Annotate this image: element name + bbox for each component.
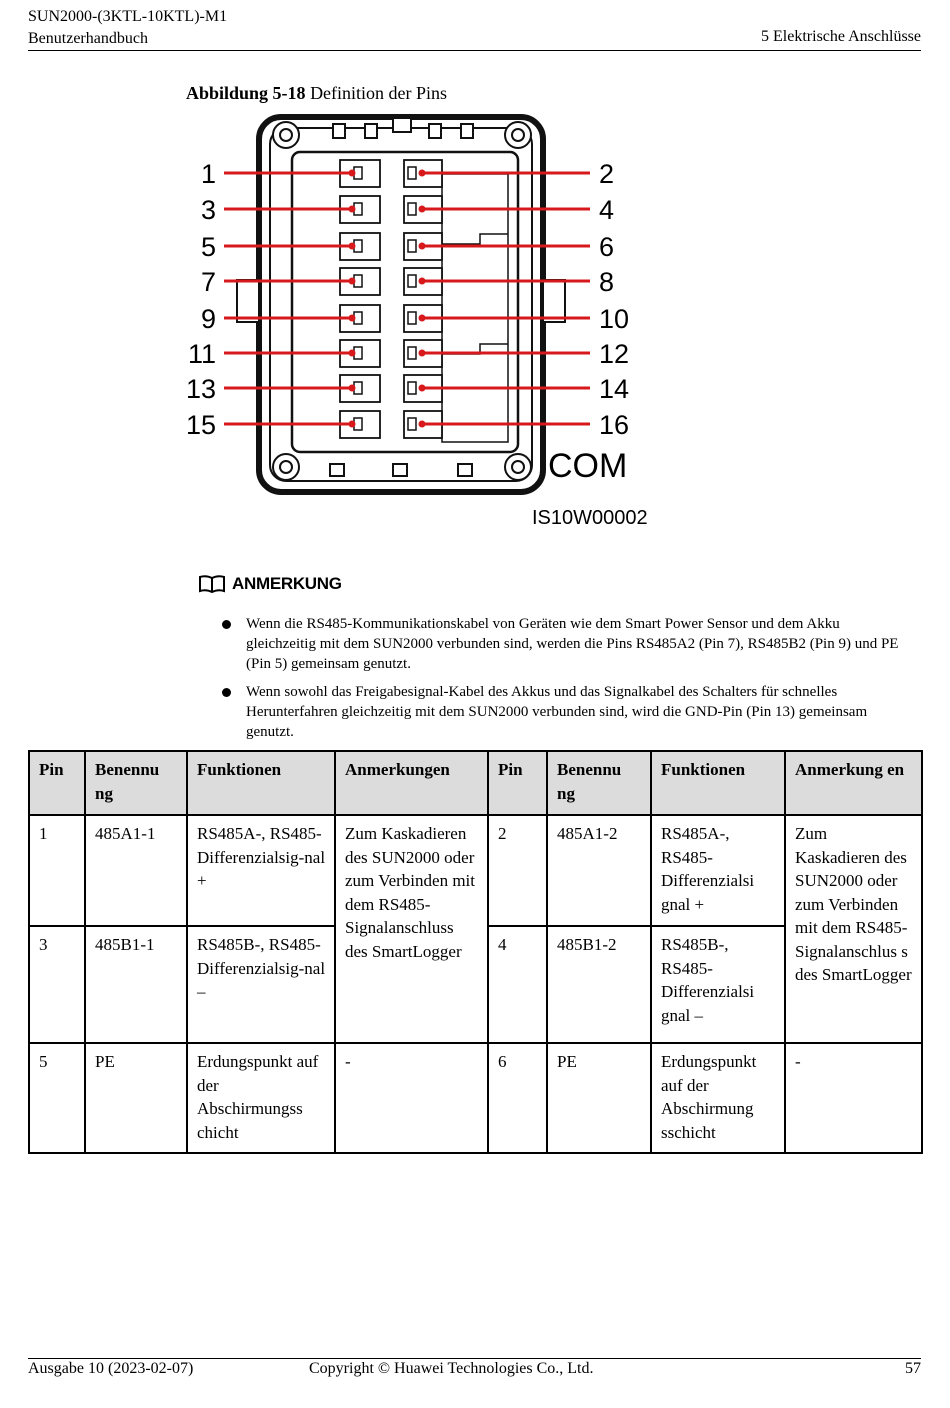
table-cell: 485B1-2 (547, 926, 651, 1043)
note-heading (198, 574, 342, 594)
column-header: Anmerkung en (785, 751, 922, 815)
pin-number-label: 8 (599, 267, 615, 297)
table-cell: - (785, 1043, 922, 1153)
callout-dot (349, 385, 356, 392)
page-number: 57 (905, 1360, 921, 1377)
pin-number-label: 13 (185, 374, 216, 404)
table-cell: 3 (29, 926, 85, 1043)
column-header: Funktionen (187, 751, 335, 815)
note-bullet-text: Wenn sowohl das Freigabesignal-Kabel des Akkus und das Signalkabel des Schalters für schnelles Herunterfahren gleichzeitig mit dem SUN2000 verbunden sind, wird die GND-Pin (Pin 13) gemeinsam genutzt. (246, 684, 868, 740)
table-cell: 485A1-2 (547, 815, 651, 926)
footer-rule (28, 1358, 921, 1359)
figure-caption-text: Definition der Pins (310, 83, 448, 103)
header-rule (28, 50, 921, 51)
running-header-left (28, 6, 227, 50)
pin-number-label: 5 (200, 232, 216, 262)
callout-dot (419, 350, 426, 357)
table-cell: Erdungspunkt auf der Abschirmungss chicht (187, 1043, 335, 1153)
table-cell: 5 (29, 1043, 85, 1153)
table-cell: Erdungspunkt auf der Abschirmung sschicht (651, 1043, 785, 1153)
pin-number-label: 15 (185, 410, 216, 440)
column-header: Benennu ng (547, 751, 651, 815)
note-bullet-2 (222, 682, 912, 742)
pin-number-label: 12 (599, 339, 630, 369)
column-header: Funktionen (651, 751, 785, 815)
column-header: Pin (488, 751, 547, 815)
table-cell: PE (547, 1043, 651, 1153)
callout-dot (419, 170, 426, 177)
callout-dot (419, 206, 426, 213)
callout-dot (349, 170, 356, 177)
table-cell: PE (85, 1043, 187, 1153)
product-name: SUN2000-(3KTL-10KTL)-M1 (28, 8, 228, 25)
bullet-dot (222, 688, 231, 697)
table-row (29, 1043, 922, 1153)
pin-number-label: 3 (200, 195, 216, 225)
callout-dot (349, 243, 356, 250)
table-cell-merged: Zum Kaskadieren des SUN2000 oder zum Verbinden mit dem RS485-Signalanschlus s des SmartLogger (785, 815, 922, 1043)
table-cell: RS485B-, RS485-Differenzialsig-nal – (187, 926, 335, 1043)
pin-contact (408, 240, 416, 252)
table-cell: RS485A-, RS485-Differenzialsi gnal + (651, 815, 785, 926)
pin-number-label: 2 (599, 159, 615, 189)
column-header: Benennu ng (85, 751, 187, 815)
callout-dot (349, 278, 356, 285)
pin-number-label: 6 (599, 232, 615, 262)
table-cell: - (335, 1043, 488, 1153)
pin-number-label: 10 (599, 304, 630, 334)
pin-contact (408, 418, 416, 430)
figure-image-id: IS10W00002 (532, 507, 648, 529)
chapter-title: 5 Elektrische Anschlüsse (761, 28, 921, 45)
pin-contact (408, 347, 416, 359)
table-cell: 6 (488, 1043, 547, 1153)
table-header-row (29, 751, 922, 815)
pin-number-label: 16 (599, 410, 630, 440)
table-row (29, 815, 922, 926)
com-connector-diagram (180, 110, 680, 535)
table-cell: 2 (488, 815, 547, 926)
copyright: Copyright © Huawei Technologies Co., Ltd. (309, 1360, 594, 1377)
figure-label: Abbildung 5-18 (186, 83, 306, 103)
callout-dot (349, 421, 356, 428)
callout-dot (419, 278, 426, 285)
column-header: Pin (29, 751, 85, 815)
callout-dot (349, 350, 356, 357)
pin-contact (408, 382, 416, 394)
pin-contact (408, 167, 416, 179)
callout-dot (349, 206, 356, 213)
pin-number-label: 11 (187, 339, 216, 369)
callout-dot (419, 421, 426, 428)
table-cell: RS485A-, RS485-Differenzialsig-nal + (187, 815, 335, 926)
table-cell: 485B1-1 (85, 926, 187, 1043)
pin-contact (408, 312, 416, 324)
pin-contact (408, 203, 416, 215)
pin-number-label: 9 (200, 304, 216, 334)
note-title: ANMERKUNG (232, 574, 342, 593)
edition: Ausgabe 10 (2023-02-07) (28, 1360, 194, 1377)
callout-dot (349, 315, 356, 322)
table-cell: 1 (29, 815, 85, 926)
pin-number-label: 14 (599, 374, 630, 404)
pin-contact (408, 275, 416, 287)
book-icon (198, 574, 226, 594)
table-cell-merged: Zum Kaskadieren des SUN2000 oder zum Verbinden mit dem RS485-Signalanschluss des SmartLogger (335, 815, 488, 1043)
table-cell: RS485B-, RS485-Differenzialsi gnal – (651, 926, 785, 1043)
port-name: COM (548, 447, 628, 485)
figure-caption (186, 83, 447, 104)
callout-dot (419, 385, 426, 392)
column-header: Anmerkungen (335, 751, 488, 815)
callout-dot (419, 315, 426, 322)
manual-title: Benutzerhandbuch (28, 30, 148, 47)
pin-definition-table (28, 750, 923, 1154)
note-bullet-text: Wenn die RS485-Kommunikationskabel von Geräten wie dem Smart Power Sensor und dem Akku gleichzeitig mit dem SUN2000 verbunden sind, werden die Pins RS485A2 (Pin 7), RS485B2 (Pin 9) und PE (Pin 5) gemeinsam genutzt. (246, 616, 899, 672)
table-cell: 485A1-1 (85, 815, 187, 926)
pin-number-label: 7 (200, 267, 216, 297)
pin-number-label: 4 (599, 195, 615, 225)
table-cell: 4 (488, 926, 547, 1043)
pin-number-label: 1 (200, 159, 216, 189)
note-bullet-1 (222, 614, 912, 674)
callout-dot (419, 243, 426, 250)
bullet-dot (222, 620, 231, 629)
